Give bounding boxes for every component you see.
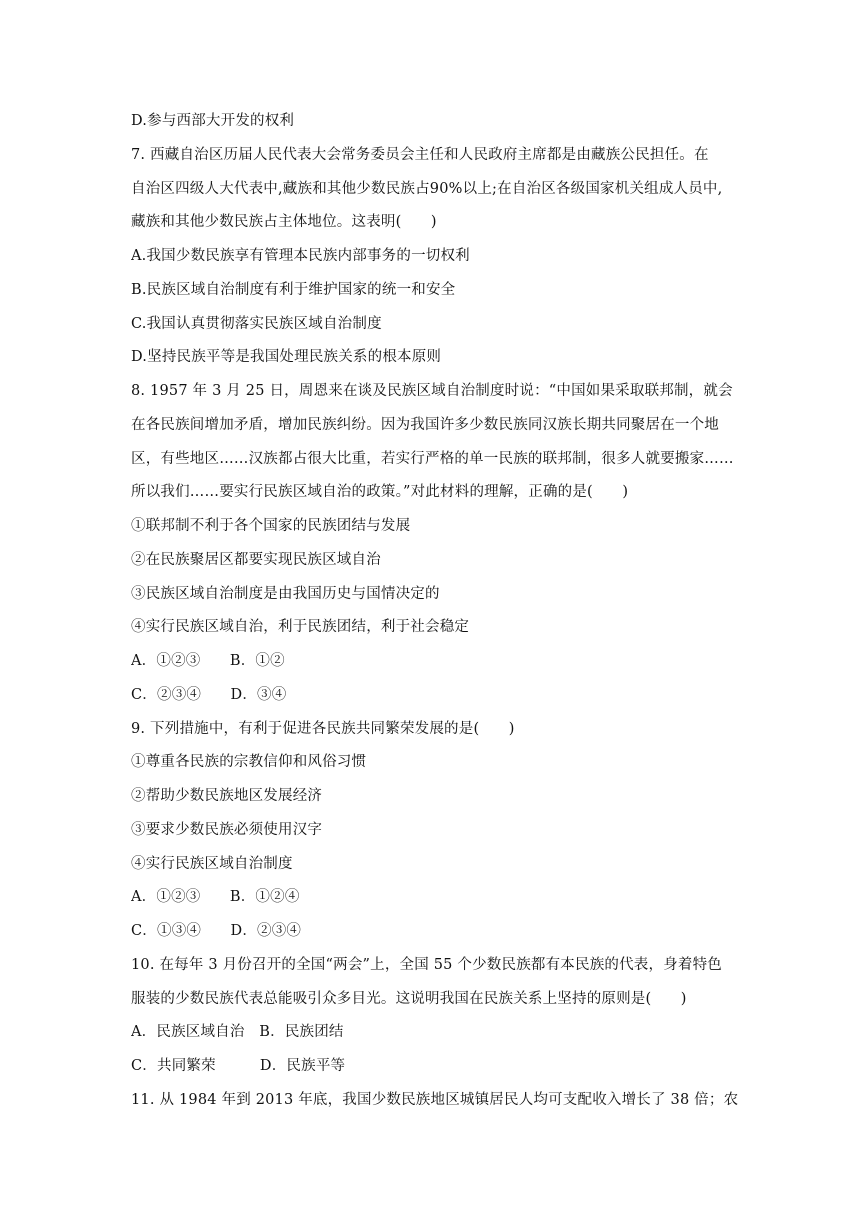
statement-4-q8: ④实行民族区域自治，利于民族团结，利于社会稳定: [131, 619, 470, 635]
statement-1-q9: ①尊重各民族的宗教信仰和风俗习惯: [131, 754, 367, 770]
question-7-text-line-2: 自治区四级人大代表中,藏族和其他少数民族占90%以上;在自治区各级国家机关组成人员中,: [131, 181, 723, 197]
options-ab-q10: A．民族区域自治 B．民族团结: [131, 1024, 344, 1040]
question-11-text-line-1: 11. 从 1984 年到 2013 年底，我国少数民族地区城镇居民人均可支配收入增长了 38 倍；农: [131, 1092, 739, 1108]
statement-3-q8: ③民族区域自治制度是由我国历史与国情决定的: [131, 586, 440, 602]
statement-1-q8: ①联邦制不利于各个国家的民族团结与发展: [131, 518, 411, 534]
question-10-text-line-2: 服装的少数民族代表总能吸引众多目光。这说明我国在民族关系上坚持的原则是( ): [131, 991, 687, 1007]
option-a-q7: A.我国少数民族享有管理本民族内部事务的一切权利: [131, 248, 470, 264]
statement-2-q9: ②帮助少数民族地区发展经济: [131, 788, 323, 804]
options-cd-q8: C．②③④ D．③④: [131, 687, 287, 703]
option-d-q7: D.坚持民族平等是我国处理民族关系的根本原则: [131, 349, 442, 365]
question-9-text: 9. 下列措施中，有利于促进各民族共同繁荣发展的是( ): [131, 721, 515, 737]
question-7-text-line-1: 7. 西藏自治区历届人民代表大会常务委员会主任和人民政府主席都是由藏族公民担任。在: [131, 147, 709, 163]
options-cd-q10: C．共同繁荣 D．民族平等: [131, 1058, 346, 1074]
statement-4-q9: ④实行民族区域自治制度: [131, 856, 293, 872]
question-8-text-line-2: 在各民族间增加矛盾，增加民族纠纷。因为我国许多少数民族同汉族长期共同聚居在一个地: [131, 417, 719, 433]
statement-3-q9: ③要求少数民族必须使用汉字: [131, 822, 323, 838]
option-c-q7: C.我国认真贯彻落实民族区域自治制度: [131, 316, 382, 332]
option-d-q6: D.参与西部大开发的权利: [131, 113, 295, 129]
question-8-text-line-1: 8. 1957 年 3 月 25 日，周恩来在谈及民族区域自治制度时说：“中国如果采取联邦制，就会: [131, 383, 733, 399]
question-10-text-line-1: 10. 在每年 3 月份召开的全国“两会”上，全国 55 个少数民族都有本民族的代表，身着特色: [131, 957, 723, 973]
statement-2-q8: ②在民族聚居区都要实现民族区域自治: [131, 552, 381, 568]
options-cd-q9: C．①③④ D．②③④: [131, 923, 302, 939]
options-ab-q8: A．①②③ B．①②: [131, 653, 285, 669]
options-ab-q9: A．①②③ B．①②④: [131, 889, 300, 905]
option-b-q7: B.民族区域自治制度有利于维护国家的统一和安全: [131, 282, 456, 298]
question-7-text-line-3: 藏族和其他少数民族占主体地位。这表明( ): [131, 214, 437, 230]
question-8-text-line-4: 所以我们……要实行民族区域自治的政策。”对此材料的理解，正确的是( ): [131, 484, 629, 500]
question-8-text-line-3: 区，有些地区……汉族都占很大比重，若实行严格的单一民族的联邦制，很多人就要搬家……: [131, 451, 734, 467]
